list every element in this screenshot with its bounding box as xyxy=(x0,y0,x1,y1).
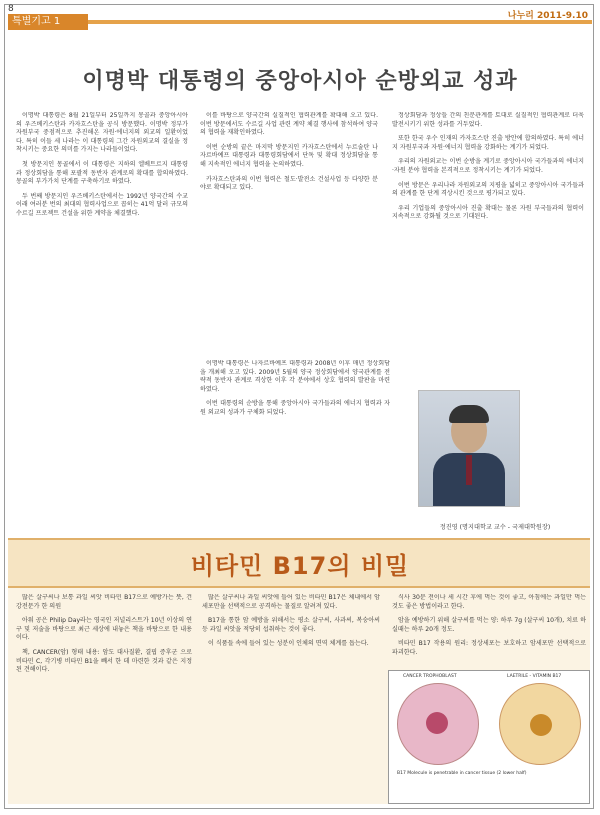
author-photo xyxy=(418,390,520,507)
paragraph: 많은 살구씨나 과일 씨앗에 들어 있는 비타민 B17은 체내에서 암세포만을 선택적으로 공격하는 물질로 알려져 있다. xyxy=(202,594,380,610)
page-number: 8 xyxy=(8,4,14,14)
paragraph: 우리 기업들의 중앙아시아 진출 확대는 물론 자원 부국들과의 협력이 지속적으로 강화될 것으로 기대된다. xyxy=(392,204,584,221)
paragraph: 또한 한국 우수 인재의 카자흐스탄 진출 방안에 합의하였다. 특히 에너지 자원부국과 자원·에너지 협력을 강화하는 계기가 되었다. xyxy=(392,135,584,151)
vitamin-article-title: 비타민 B17의 비밀 xyxy=(190,552,410,580)
photo-tie xyxy=(466,455,472,485)
cell-nucleus xyxy=(426,712,448,734)
paragraph: B17을 통한 암 예방을 위해서는 평소 살구씨, 사과씨, 복숭아씨 등 과일 씨앗을 적당히 섭취하는 것이 좋다. xyxy=(202,617,380,633)
section-tag: 특별기고 1 xyxy=(8,14,88,30)
paragraph: 암을 예방하기 위해 살구씨를 먹는 양: 하루 7g (살구씨 10개), 치료 하실때는 하루 20개 정도. xyxy=(392,617,586,633)
vitamin-b17-diagram xyxy=(388,670,590,804)
article2-column-3 xyxy=(392,594,586,666)
article1-column-2-lower xyxy=(200,360,390,528)
diagram-label-right: LAETRILE - VITAMIN B17 xyxy=(507,674,562,679)
paragraph: 우리의 자원외교는 이번 순방을 계기로 중앙아시아 국가들과의 에너지·자원 분야 협력을 본격적으로 정착시키는 계기가 되었다. xyxy=(392,158,584,174)
paragraph: 이번 방문은 우리나라 자원외교의 지평을 넓히고 중앙아시아 국가들과의 관계를 한 단계 격상시킨 것으로 평가되고 있다. xyxy=(392,181,584,198)
article-title: 이명박 대통령의 중앙아시아 순방외교 성과 xyxy=(82,69,518,94)
paragraph: 카자흐스탄과의 이번 협력은 철도·발전소 건설사업 등 다양한 분야로 확대되고 있다. xyxy=(200,175,378,192)
paragraph: 두 번째 방문지인 우즈베키스탄에서는 1992년 양국간의 수교 이래 여러분 번의 최대의 협력사업으로 꼽히는 41억 달러 규모의 수르길 프로젝트 건설을 위한 계약을 체결했다. xyxy=(16,192,188,217)
issue-label: 나누리 2011-9.10 xyxy=(507,11,588,21)
article1-column-3 xyxy=(392,112,584,382)
paragraph: 이번 순방의 끝은 마지막 방문지인 카자흐스탄에서 누르술탄 나자르바예프 대통령과 대통령회담에서 단독 및 확대 정상회담을 통해 지속적인 에너지 협력을 논의하였다. xyxy=(200,143,378,168)
paragraph: 비타민 B17 작용의 원리: 정상세포는 보호하고 암세포만 선택적으로 파괴한다. xyxy=(392,640,586,656)
paragraph: 이를 바탕으로 양국간의 실질적인 협력관계를 확대해 오고 있다. 이번 방문에서도 수르길 사업 관련 계약 체결 행사에 참석하여 양국의 협력을 재확인하였다. xyxy=(200,112,378,137)
cancer-cell-illustration xyxy=(397,683,479,765)
photo-hair xyxy=(449,405,489,423)
paragraph: 이명박 대통령은 나자르바예프 대통령과 2008년 이후 매년 정상회담을 개최해 오고 있다. 2009년 5월의 양국 정상회담에서 양국관계를 전략적 동반자 관계로 격상한 이후 각 분야에서 상호 협력의 발판을 마련하였다. xyxy=(200,360,390,393)
paragraph: 첫 방문지인 몽골에서 이 대통령은 지하의 엘베트르지 대통령과 정상회담을 통해 포괄적 동반자 관계로의 확대를 합의하였다. 몽골의 부가가치 단계를 구축하기로 하였다. xyxy=(16,160,188,186)
diagram-caption: B17 Molecule is penetrable in cancer tissue (2 lower half) xyxy=(397,771,527,776)
author-caption: 정진영 (명지대학교 교수 - 국제대학원장) xyxy=(439,524,551,531)
article2-column-2 xyxy=(202,594,380,802)
paragraph: 많은 살구씨나 보통 과일 씨앗 비타민 B17으로 예방가는 뜻, 건강전문가 한 의원 xyxy=(16,594,192,610)
article2-column-1 xyxy=(16,594,192,802)
vitamin-cell-illustration xyxy=(499,683,581,765)
paragraph: 이번 대통령의 순방을 통해 중앙아시아 국가들과의 에너지 협력과 자원 외교의 성과가 구체화 되었다. xyxy=(200,400,390,416)
article1-column-1 xyxy=(16,112,188,530)
paragraph: 이명박 대통령은 8월 21일부터 25일까지 몽골과 중앙아시아의 우즈베키스탄과 카자흐스탄을 공식 방문했다. 이명박 정부가 자원부국 중점적으로 추진해온 자원·에너지의 외교의 일환이었다. 특히 이들 세 나라는 이 대통령의 그간 자원외교의 결실을 정착시키는 중요한 의미를 가지는 나라들이었다. xyxy=(16,112,188,154)
cell-nucleus xyxy=(530,714,552,736)
paragraph: 아워 공은 Philip Day라는 영국인 저널리스트가 10년 이상의 연구 및 저술을 바탕으로 최근 세상에 내놓은 책을 바탕으로 한 내용이다. xyxy=(16,617,192,642)
paragraph: 정상회담과 정상들 간의 친분관계를 토대로 실질적인 협력관계로 더욱 발전시키기 위한 성과를 거두었다. xyxy=(392,112,584,128)
diagram-label-left: CANCER TROPHOBLAST xyxy=(403,674,457,679)
paragraph: 이 식품들 속에 들어 있는 성분이 인체의 면역 체계를 돕는다. xyxy=(208,640,369,648)
paragraph: 책, CANCER(암) 형태 내용: 암도 대사질환, 결핍 증후군 으로 비타민 C, 각기병 비타민 B1을 빼서 한 데 마련한 것과 같은 지정된 견해이다. xyxy=(16,648,192,674)
paragraph: 식사 30분 전이나 세 시간 후에 먹는 것이 좋고, 아침에는 과일만 먹는 것도 좋은 방법이라고 한다. xyxy=(392,594,586,610)
